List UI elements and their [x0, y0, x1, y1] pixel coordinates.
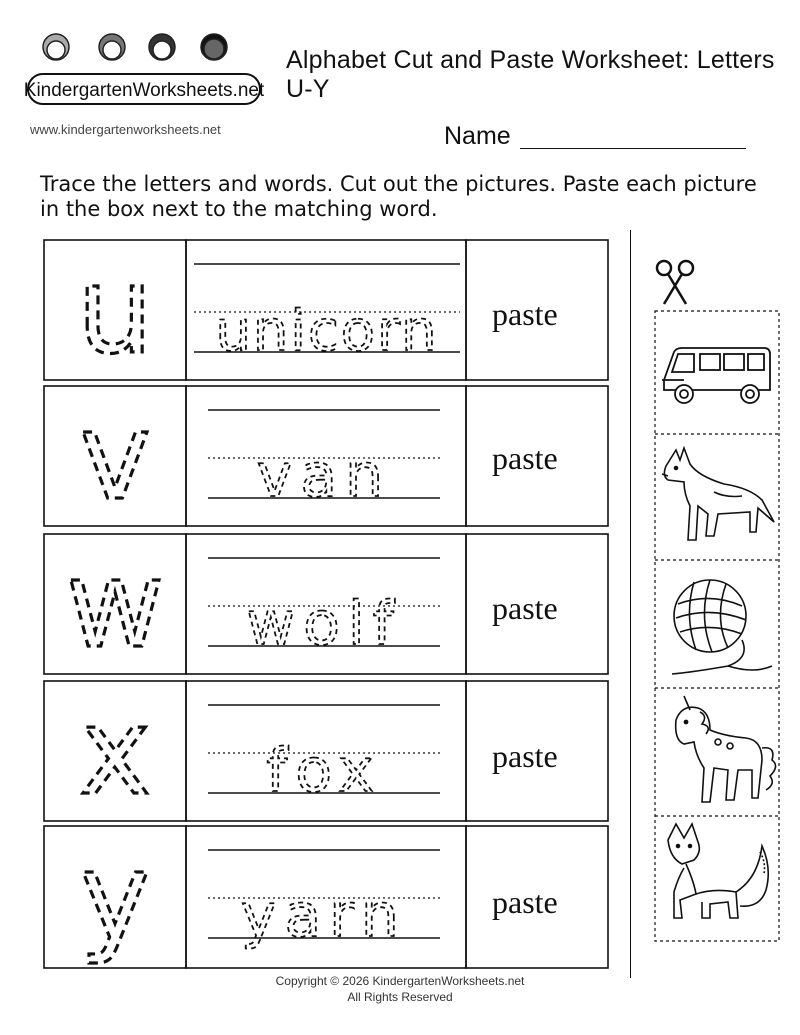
trace-word-van: van	[256, 441, 392, 511]
yarn-picture	[672, 580, 772, 674]
paste-label-v: paste	[492, 440, 558, 476]
paste-label-u: paste	[492, 296, 558, 332]
trace-letter-y: y	[79, 828, 151, 967]
unicorn-picture	[676, 696, 776, 802]
wolf-picture	[662, 448, 774, 540]
instructions-line-2: in the box next to the matching word.	[40, 197, 438, 221]
cutout-picture-strip[interactable]	[654, 310, 780, 942]
trace-letter-v: v	[79, 388, 151, 527]
trace-letter-u: u	[76, 242, 154, 381]
instructions-line-1: Trace the letters and words. Cut out the pictures. Paste each picture	[40, 172, 757, 196]
trace-letter-x: x	[79, 683, 151, 822]
paste-label-w: paste	[492, 590, 558, 626]
trace-word-unicorn: unicorn	[215, 299, 439, 364]
paste-label-x: paste	[492, 738, 558, 774]
page-title: Alphabet Cut and Paste Worksheet: Letters U-Y	[286, 46, 775, 103]
trace-word-wolf: wolf	[246, 589, 402, 659]
logo-text: KindergartenWorksheets.net	[24, 80, 264, 101]
site-url: www.kindergartenworksheets.net	[30, 122, 221, 137]
name-label: Name	[444, 122, 511, 150]
trace-word-fox: fox	[266, 736, 382, 806]
footer-copyright: Copyright © 2026 KindergartenWorksheets.net	[275, 974, 525, 988]
trace-word-yarn: yarn	[241, 881, 407, 951]
scissors-icon	[652, 256, 700, 312]
trace-letter-w: w	[65, 536, 165, 675]
van-picture	[662, 348, 770, 403]
footer-rights: All Rights Reserved	[347, 990, 453, 1004]
fox-picture	[668, 824, 768, 918]
paste-label-y: paste	[492, 884, 558, 920]
cut-divider-line	[630, 230, 631, 978]
footer	[0, 973, 800, 1005]
